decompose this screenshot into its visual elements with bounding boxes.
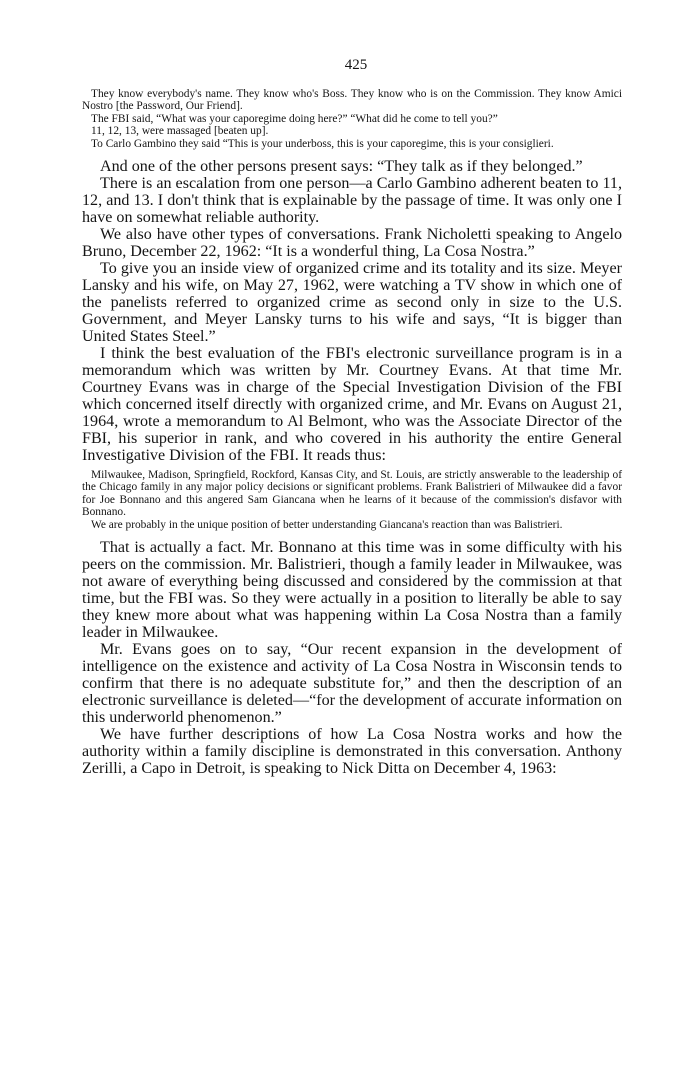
quote-paragraph: 11, 12, 13, were massaged [beaten up]. [91, 125, 269, 138]
quote-paragraph: We are probably in the unique position of better understanding Giancana's reaction than was Balistrieri. [91, 518, 563, 531]
quote-paragraph: They know everybody's name. They know who's Boss. They know who is on the Commission. They know Amici Nostro [the Password, Our Friend]. [82, 88, 622, 113]
quote-paragraph: To Carlo Gambino they said “This is your underboss, this is your caporegime, this is your consiglieri. [91, 137, 554, 150]
quote-paragraph: The FBI said, “What was your caporegime doing here?” “What did he come to tell you?” [91, 112, 498, 125]
body-paragraph: To give you an inside view of organized crime and its totality and its size. Meyer Lansky and his wife, on May 27, 1962, were watching a TV show in which one of the panelists referred to organized crime as second only in size to the U.S. Government, and Meyer Lansky turns to his wife and says, “It is bigger than United States Steel.” [82, 260, 622, 346]
body-paragraph: That is actually a fact. Mr. Bonnano at this time was in some difficulty with his peers on the commission. Mr. Balistrieri, though a family leader in Milwaukee, was not aware of everything being discussed and considered by the commission at that time, but the FBI was. So they were actually in a position to literally be able to say they knew more about what was happening within La Cosa Nostra than a family leader in Milwaukee. [82, 539, 622, 642]
body-text-section-1 [82, 158, 622, 464]
page-number: 425 [344, 57, 368, 73]
body-paragraph: We have further descriptions of how La Cosa Nostra works and how the authority within a family discipline is demonstrated in this conversation. Anthony Zerilli, a Capo in Detroit, is speaking to Nick Ditta on December 4, 1963: [82, 726, 622, 778]
body-paragraph: There is an escalation from one person—a Carlo Gambino adherent beaten to 11, 12, and 13. I don't think that is explainable by the passage of time. It was only one I have on somewhat reliable authority. [82, 175, 622, 227]
quoted-excerpt-fbi-conversation [82, 88, 622, 150]
document-page [82, 56, 622, 777]
body-paragraph: Mr. Evans goes on to say, “Our recent expansion in the development of intelligence on the existence and activity of La Cosa Nostra in Wisconsin tends to confirm that there is no adequate substitute for,” and then the description of an electronic surveillance is deleted—“for the development of accurate information on this underworld phenomenon.” [82, 641, 622, 727]
body-paragraph: I think the best evaluation of the FBI's electronic surveillance program is in a memorandum which was written by Mr. Courtney Evans. At that time Mr. Courtney Evans was in charge of the Special Investigation Division of the FBI which concerned itself directly with organized crime, and Mr. Evans on August 21, 1964, wrote a memorandum to Al Belmont, who was the Associate Director of the FBI, his superior in rank, and who covered in his authority the entire General Investigative Division of the FBI. It reads thus: [82, 345, 622, 465]
body-paragraph: And one of the other persons present says: “They talk as if they belonged.” [100, 158, 583, 176]
body-text-section-2 [82, 539, 622, 777]
body-paragraph: We also have other types of conversations. Frank Nicholetti speaking to Angelo Bruno, December 22, 1962: “It is a wonderful thing, La Cosa Nostra.” [82, 226, 622, 261]
quoted-excerpt-evans-memorandum [82, 469, 622, 531]
quote-paragraph: Milwaukee, Madison, Springfield, Rockford, Kansas City, and St. Louis, are strictly answerable to the leadership of the Chicago family in any major policy decisions or significant problems. Frank Balistrieri of Milwaukee did a favor for Joe Bonnano and this angered Sam Giancana when he learns of it because of the commission's disfavor with Bonnano. [82, 469, 622, 519]
